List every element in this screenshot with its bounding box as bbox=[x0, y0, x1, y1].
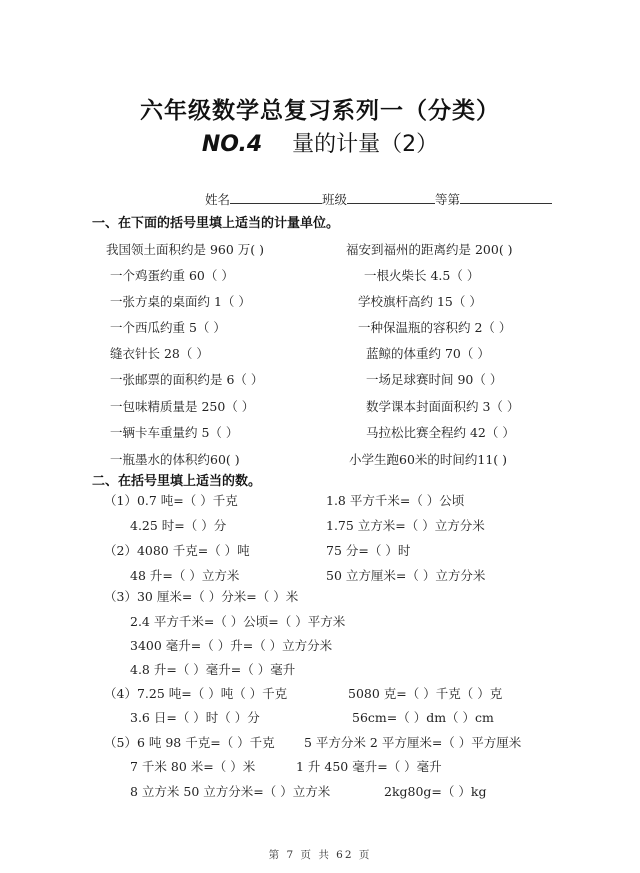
class-label: 班级 bbox=[322, 192, 348, 207]
worksheet-topic: 量的计量（2） bbox=[292, 132, 439, 157]
section-1-heading: 一、在下面的括号里填上适当的计量单位。 bbox=[92, 216, 340, 231]
s2-item: 5080 克=（ ）千克（ ）克 bbox=[348, 686, 503, 701]
s1-left-item: 一包味精质量是 250（ ） bbox=[110, 399, 255, 414]
s2-item: 2.4 平方千米=（ ）公顷=（ ）平方米 bbox=[130, 614, 346, 629]
page-title: 六年级数学总复习系列一（分类） bbox=[140, 98, 500, 124]
s1-left-item: 缝衣针长 28（ ） bbox=[110, 346, 209, 361]
s2-item: 7 千米 80 米=（ ）米 bbox=[130, 759, 256, 774]
s2-item: （1）0.7 吨=（ ）千克 bbox=[104, 493, 238, 508]
s1-right-item: 一种保温瓶的容积约 2（ ） bbox=[358, 320, 512, 335]
section-2-heading: 二、在括号里填上适当的数。 bbox=[92, 474, 262, 489]
s1-right-item: 福安到福州的距离约是 200( ) bbox=[346, 242, 513, 257]
s1-left-item: 一瓶墨水的体积约60( ) bbox=[110, 452, 240, 467]
s2-item: 4.25 时=（ ）分 bbox=[130, 518, 227, 533]
s1-left-item: 一张邮票的面积约是 6（ ） bbox=[110, 372, 264, 387]
s1-left-item: 一张方桌的桌面约 1（ ） bbox=[110, 294, 251, 309]
student-info bbox=[205, 190, 552, 208]
s2-item: 8 立方米 50 立方分米=（ ）立方米 bbox=[130, 784, 331, 799]
s1-left-item: 一辆卡车重量约 5（ ） bbox=[110, 425, 239, 440]
s1-left-item: 一个西瓜约重 5（ ） bbox=[110, 320, 226, 335]
s2-item: 4.8 升=（ ）毫升=（ ）毫升 bbox=[130, 662, 296, 677]
s2-item: 2kg80g=（ ）kg bbox=[384, 784, 487, 799]
grade-blank[interactable] bbox=[460, 191, 552, 204]
s2-item: 48 升=（ ）立方米 bbox=[130, 568, 240, 583]
s2-item: 75 分=（ ）时 bbox=[326, 543, 411, 558]
s2-item: 1.8 平方千米=（ ）公顷 bbox=[326, 493, 465, 508]
s1-right-item: 蓝鲸的体重约 70（ ） bbox=[366, 346, 490, 361]
s1-right-item: 小学生跑60米的时间约11( ) bbox=[349, 452, 508, 467]
s2-item: （4）7.25 吨=（ ）吨（ ）千克 bbox=[104, 686, 288, 701]
page-footer: 第 7 页 共 62 页 bbox=[268, 849, 372, 861]
s1-right-item: 数学课本封面面积约 3（ ） bbox=[366, 399, 520, 414]
s2-item: 5 平方分米 2 平方厘米=（ ）平方厘米 bbox=[304, 735, 522, 750]
s1-right-item: 马拉松比赛全程约 42（ ） bbox=[366, 425, 515, 440]
s1-left-item: 一个鸡蛋约重 60（ ） bbox=[110, 268, 234, 283]
s2-item: 56cm=（ ）dm（ ）cm bbox=[352, 710, 494, 725]
class-blank[interactable] bbox=[347, 191, 435, 204]
s1-right-item: 一场足球赛时间 90（ ） bbox=[366, 372, 503, 387]
page-subtitle bbox=[0, 127, 640, 158]
s2-item: （3）30 厘米=（ ）分米=（ ）米 bbox=[104, 589, 299, 604]
worksheet-number: NO.4 bbox=[201, 132, 263, 157]
s2-item: 3.6 日=（ ）时（ ）分 bbox=[130, 710, 260, 725]
name-label: 姓名 bbox=[205, 192, 231, 207]
s2-item: 1.75 立方米=（ ）立方分米 bbox=[326, 518, 485, 533]
s1-right-item: 学校旗杆高约 15（ ） bbox=[358, 294, 482, 309]
s1-right-item: 一根火柴长 4.5（ ） bbox=[364, 268, 480, 283]
s2-item: 3400 毫升=（ ）升=（ ）立方分米 bbox=[130, 638, 333, 653]
s2-item: （5）6 吨 98 千克=（ ）千克 bbox=[104, 735, 275, 750]
s1-left-item: 我国领土面积约是 960 万( ) bbox=[106, 242, 265, 257]
grade-label: 等第 bbox=[435, 192, 461, 207]
s2-item: 50 立方厘米=（ ）立方分米 bbox=[326, 568, 486, 583]
s2-item: （2）4080 千克=（ ）吨 bbox=[104, 543, 250, 558]
name-blank[interactable] bbox=[230, 191, 322, 204]
s2-item: 1 升 450 毫升=（ ）毫升 bbox=[296, 759, 442, 774]
